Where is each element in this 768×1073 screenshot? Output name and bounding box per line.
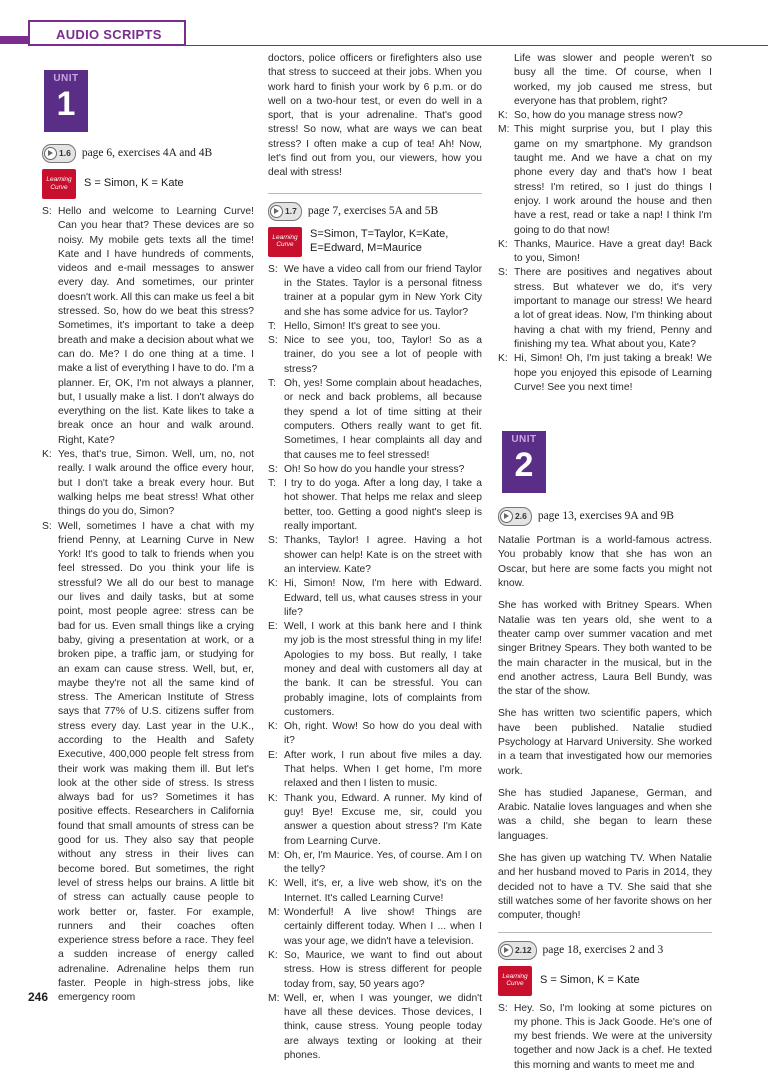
learning-curve-logo-icon: Learning Curve — [498, 966, 532, 996]
passage-paragraph: She has worked with Britney Spears. When Natalie was ten years old, she went to a theater camp over summer vacation and met singer Britney Spears. They both wanted to be the main character in the musical, but in the end another actress, Laura Bell Bundy, was the star of the show. — [498, 600, 712, 698]
speaker-label: K: — [498, 238, 508, 250]
audio-track-2-6[interactable] — [498, 507, 712, 526]
reading-passage — [498, 534, 712, 923]
speaker-label: M: — [268, 849, 280, 861]
exercise-reference: page 13, exercises 9A and 9B — [537, 510, 674, 523]
learning-curve-logo-icon: Learning Curve — [268, 227, 302, 257]
script-line — [42, 205, 254, 448]
script-line — [268, 749, 482, 792]
script-line — [268, 334, 482, 377]
speaker-label: K: — [498, 353, 508, 365]
exercise-reference: page 7, exercises 5A and 5B — [307, 205, 439, 218]
script-line — [498, 109, 712, 123]
line-text: Nice to see you, too, Taylor! So as a trainer, do you see a lot of people with stress? — [284, 335, 482, 375]
passage-paragraph: She has given up watching TV. When Natalie and her husband moved to Paris in 2014, they decided not to have a TV. She said that she still watches some of her favorite shows on her computer, though! — [498, 853, 712, 922]
line-text: After work, I run about five miles a day. That helps. When I get home, I'm more relaxed and then I listen to music. — [284, 749, 482, 790]
column-2 — [268, 52, 482, 1063]
script-lines — [42, 205, 254, 1006]
line-text: This might surprise you, but I play this game on my smartphone. My grandson taught me. And we have a chat on my phone every day and that's how I beat stress! I'm retired, so I just do things I enjoy. I work around the house and then have a rest, read or take a nap! I think I'm going to do that now! — [514, 124, 712, 236]
script-lines — [498, 109, 712, 395]
speaker-label: K: — [268, 721, 278, 733]
line-text: Oh, right. Wow! So how do you deal with it? — [284, 721, 482, 747]
character-key: S=Simon, T=Taylor, K=Kate, E=Edward, M=Maurice — [310, 228, 449, 254]
speaker-label: K: — [268, 578, 278, 590]
speaker-label: S: — [498, 267, 508, 279]
speaker-label: K: — [268, 878, 278, 890]
script-line — [498, 238, 712, 267]
play-icon[interactable] — [270, 205, 283, 218]
divider — [268, 193, 482, 194]
script-line — [42, 448, 254, 519]
line-text: Thanks, Maurice. Have a great day! Back to you, Simon! — [514, 238, 712, 265]
speaker-label: S: — [268, 263, 278, 275]
script-line — [42, 520, 254, 1006]
column-1 — [42, 52, 254, 1006]
line-text: Well, er, when I was younger, we didn't have all these devices. Those devices, I think, cause stress. Young people today are always texting or looking at their phones. — [284, 992, 482, 1061]
line-text: So, Maurice, we want to find out about stress. How is stress different for people today from, say, 50 years ago? — [284, 949, 482, 990]
line-text: Oh, yes! Some complain about headaches, or neck and back problems, all because they spend a lot of time sitting at their computers. Others really want to get fit. Sometimes, I hear complaints all day and that causes me to feel stressed! — [284, 378, 482, 461]
speaker-label: K: — [42, 449, 52, 461]
line-text: Oh! So how do you handle your stress? — [284, 463, 465, 475]
speaker-label: K: — [268, 792, 278, 804]
line-text: I try to do yoga. After a long day, I take a hot shower. That helps me relax and sleep better, too. Getting a good night's sleep is really important. — [284, 478, 482, 533]
script-continuation: doctors, police officers or firefighters also use that stress to succeed at their jobs. When you work hard to finish your work by 6 p.m. or do well on a two-hour test, or even do well in a sport, that is your adrenaline. That's good stress! So now, what are ways we can beat stress? I often make a cup of tea! Ah! Now, let's find out from you, our viewers, how you deal with stress! — [268, 53, 482, 179]
line-text: We have a video call from our friend Taylor in the States. Taylor is a personal fitness trainer at a popular gym in New York City and she has some advice for us. Taylor? — [284, 263, 482, 318]
audio-badge[interactable] — [498, 507, 532, 526]
script-line — [268, 849, 482, 878]
unit-2-badge — [502, 431, 546, 493]
unit-number: 1 — [56, 85, 76, 124]
line-text: There are positives and negatives about stress. But whatever we do, it's very important to manage our stress! We heard a lot of great ideas. Now, I'm thinking about having a chat with my friend, Penny and finishing my tea. What about you, Kate? — [514, 267, 712, 350]
script-line — [268, 263, 482, 320]
passage-paragraph: Natalie Portman is a world-famous actress. You probably know that she has won an Oscar, but here are some facts you might not know. — [498, 535, 712, 590]
play-icon[interactable] — [500, 510, 513, 523]
script-line — [268, 577, 482, 620]
script-lines — [498, 1002, 712, 1073]
audio-badge[interactable] — [268, 202, 302, 221]
script-line — [268, 534, 482, 577]
learning-curve-logo-icon: Learning Curve — [42, 169, 76, 199]
line-text: So, how do you manage stress now? — [514, 110, 683, 122]
speaker-label: S: — [42, 520, 52, 532]
script-line — [498, 1002, 712, 1073]
script-line — [498, 352, 712, 395]
script-line — [268, 620, 482, 720]
speaker-label: S: — [268, 535, 278, 547]
line-text: Well, I work at this bank here and I think my job is the most stressful thing in my life! Apologies to my boss. But really, I take money and deal with customers all day at the bank. It can be stressful. You can probably imagine, lots of complaints from customers. — [284, 621, 482, 718]
play-icon[interactable] — [44, 147, 57, 160]
column-3 — [498, 52, 712, 1073]
line-text: Oh, er, I'm Maurice. Yes, of course. Am I on the telly? — [284, 849, 482, 876]
line-text: Hi, Simon! Oh, I'm just taking a break! We hope you enjoyed this episode of Learning Curve! See you next time! — [514, 353, 712, 393]
speaker-label: E: — [268, 621, 278, 633]
learning-curve-cast — [42, 169, 254, 199]
divider — [498, 932, 712, 933]
speaker-label: M: — [268, 907, 280, 919]
speaker-label: T: — [268, 378, 277, 390]
script-line — [268, 377, 482, 463]
audio-track-2-12[interactable] — [498, 941, 712, 960]
unit-1-badge — [44, 70, 88, 132]
unit-label: UNIT — [53, 73, 79, 84]
speaker-label: T: — [268, 478, 277, 490]
unit-label: UNIT — [511, 434, 537, 446]
speaker-label: E: — [268, 749, 278, 761]
script-line — [268, 720, 482, 749]
play-icon[interactable] — [500, 944, 513, 957]
script-line — [268, 992, 482, 1063]
script-line — [498, 266, 712, 352]
audio-badge[interactable] — [42, 144, 76, 163]
line-text: Well, it's, er, a live web show, it's on the Internet. It's called Learning Curve! — [284, 878, 482, 904]
speaker-label: S: — [268, 463, 278, 475]
line-text: Wonderful! A live show! Things are certainly different today. When I ... when I was your age, we didn't have a television. — [284, 907, 482, 947]
speaker-label: K: — [268, 949, 278, 961]
script-line — [268, 906, 482, 949]
audio-track-1-7[interactable] — [268, 202, 482, 221]
speaker-label: T: — [268, 320, 277, 332]
audio-track-1-6[interactable] — [42, 144, 254, 163]
line-text: Thanks, Taylor! I agree. Having a hot shower can help! Kate is on the street with an interview. Kate? — [284, 535, 482, 575]
script-line — [268, 877, 482, 906]
speaker-label: S: — [268, 335, 278, 347]
speaker-label: S: — [42, 206, 52, 217]
header-rule — [186, 45, 768, 46]
line-text: Hey. So, I'm looking at some pictures on my phone. This is Jack Goode. He's one of my best friends. We were at the university together and now Jack is a chef. He texted this morning and wants to meet me and — [514, 1002, 712, 1071]
audio-badge[interactable] — [498, 941, 537, 960]
learning-curve-cast — [498, 966, 712, 996]
line-text: Yes, that's true, Simon. Well, um, no, not really. I walk around the office every hour, but I don't take a break every hour. But walking helps me beat stress! What other things do you do, Simon? — [58, 449, 254, 518]
script-continuation: Life was slower and people weren't so busy all the time. Of course, when I worked, my job caused me stress, but everyone has that problem, right? — [514, 53, 712, 107]
script-line — [268, 949, 482, 992]
learning-curve-cast — [268, 227, 482, 257]
page-number: 246 — [28, 990, 49, 1004]
track-number: 2.6 — [515, 511, 527, 522]
script-line — [268, 792, 482, 849]
exercise-reference: page 6, exercises 4A and 4B — [81, 147, 213, 160]
unit-number: 2 — [514, 446, 534, 485]
exercise-reference: page 18, exercises 2 and 3 — [542, 943, 664, 956]
speaker-label: K: — [498, 110, 508, 122]
section-header — [28, 20, 186, 46]
script-lines — [268, 263, 482, 1064]
character-key: S = Simon, K = Kate — [84, 177, 184, 190]
line-text: Hi, Simon! Now, I'm here with Edward. Edward, tell us, what causes stress in your life? — [284, 578, 482, 618]
passage-paragraph: She has studied Japanese, German, and Arabic. Natalie loves languages and when she was a child, she began to learn these languages. — [498, 787, 712, 842]
speaker-label: M: — [498, 124, 510, 136]
line-text: Thank you, Edward. A runner. My kind of guy! Bye! Excuse me, sir, could you answer a question about stress? I'm Kate from Learning Curve. — [284, 792, 482, 847]
line-text: Well, sometimes I have a chat with my friend Penny, at Learning Curve in New York! It's good to talk to friends when you feel stressed. Do you think your life is stressful? We all do our best to manage our lives and daily tasks, but at some point, most people agree: stress can be bad for us. Even small things like a crying baby, giving a presentation at work, or a broken pipe, a traffic jam, or studying for an exam can cause stress. Well, but, er, maybe they're not all the same kind of stress. The American Institute of Stress says that 77% of U.S. citizens suffer from stress every day. Last year in the U.K., according to the Health and Safety Executive, 400,000 people felt stress from their work was making them ill. But let's look at the other side of stress. Is stress always bad for us? Sometimes it has positive effects. Researchers in California found that small amounts of stress can be good for us. They also say that people without any stress in their lives can become bored. But sometimes, the right level of stress helps our brains. A little bit of stress can actually cause people to work better or, faster. For example, runners and their coaches often experience stress before a race. They feel a sudden increase of energy called adrenaline. Adrenaline helps them run faster. People in high-stress jobs, like emergency room — [58, 520, 254, 1004]
track-number: 1.7 — [285, 206, 297, 217]
line-text: Hello and welcome to Learning Curve! Can you hear that? These devices are so noisy. My mobile gets texts all the time! Kate and I have hundreds of comments, videos and e-mail messages to answer every day. And sometimes, our printer doesn't work. All this can make us feel a bit stressed. So, how do we beat this stress? Sometimes, it's important to take a deep breath and make a decision about what we can do. Me? I do one thing at a time. I make a list of everything I have to do. I'm a planner. Er, OK, I'm not always a planner, but, I usually make a list. I don't always do everything on the list. Kate likes to take a break once an hour and walk around. Right, Kate? — [58, 206, 254, 446]
line-text: Hello, Simon! It's great to see you. — [284, 320, 441, 332]
track-number: 2.12 — [515, 944, 532, 955]
header-accent-bar — [0, 36, 28, 44]
script-line — [268, 477, 482, 534]
script-line — [268, 320, 482, 334]
section-title: AUDIO SCRIPTS — [56, 27, 162, 42]
script-line — [498, 123, 712, 237]
character-key: S = Simon, K = Kate — [540, 973, 640, 986]
script-line — [268, 463, 482, 477]
passage-paragraph: She has written two scientific papers, which have been published. Natalie studied Psychology at Harvard University. She worked in a team that investigated how our memories work. — [498, 708, 712, 777]
track-number: 1.6 — [59, 148, 71, 159]
speaker-label: S: — [498, 1002, 508, 1014]
speaker-label: M: — [268, 992, 280, 1004]
